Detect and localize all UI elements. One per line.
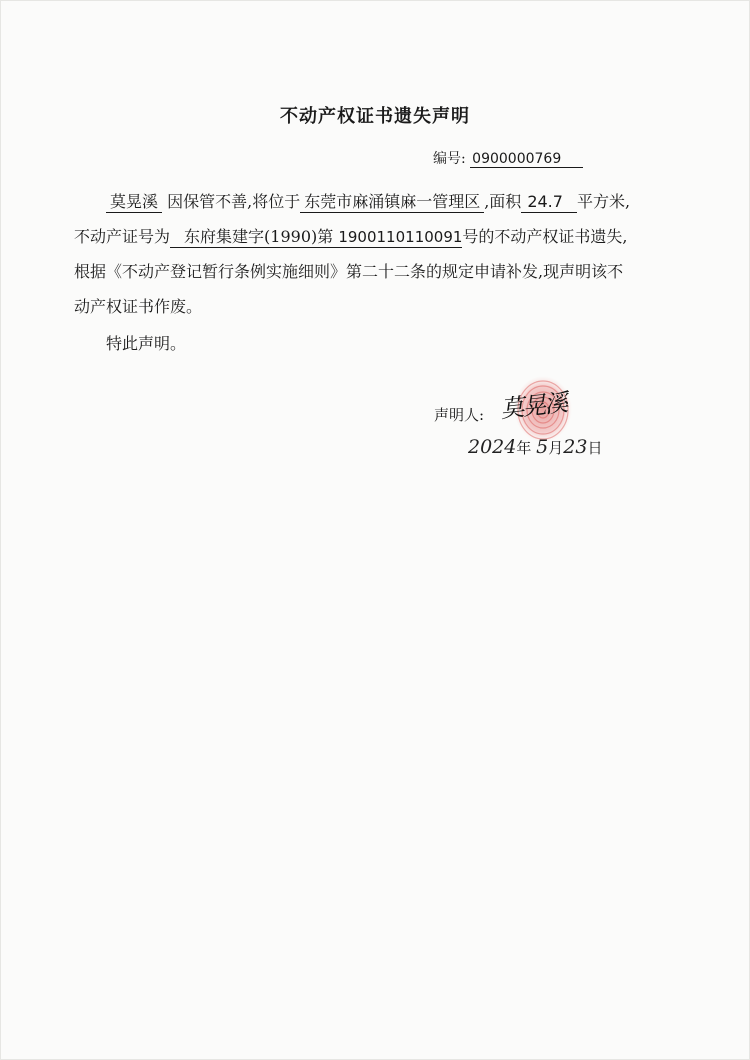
date-month-unit: 月 — [548, 439, 564, 457]
date-year: 2024 — [468, 436, 517, 458]
certificate-year: (1990) — [264, 227, 318, 246]
document-title: 不动产权证书遗失声明 — [280, 106, 470, 127]
closing-text: 特此声明。 — [106, 334, 187, 353]
handwritten-signature: 莫晃溪 — [498, 388, 568, 424]
statement-text: 平方米, — [576, 192, 631, 211]
date-day: 23 — [563, 436, 588, 458]
statement-text: 因保管不善,将位于 — [167, 192, 301, 211]
date-year-unit: 年 — [516, 439, 532, 457]
statement-text: 动产权证书作废。 — [74, 297, 203, 316]
closing-line — [74, 326, 694, 361]
certificate-number — [170, 227, 462, 248]
document-number-label: 编号: — [433, 151, 466, 167]
declarant-label: 声明人: — [434, 406, 485, 424]
statement-line-2 — [74, 219, 694, 254]
certificate-prefix: 东府集建字 — [184, 227, 265, 246]
owner-name: 莫晃溪 — [106, 192, 162, 213]
declarant-line — [434, 404, 484, 425]
statement-text: ,面积 — [484, 192, 522, 211]
statement-line-4 — [74, 289, 694, 324]
property-address: 东莞市麻涌镇麻一管理区 — [300, 192, 484, 213]
statement-text: 不动产证号为 — [74, 227, 171, 246]
statement-text: 根据《不动产登记暂行条例实施细则》第二十二条的规定申请补发,现声明该不 — [74, 262, 624, 281]
property-area: 24.7 — [521, 192, 577, 213]
statement-body — [74, 184, 694, 361]
document-number-value: 0900000769 — [470, 151, 583, 168]
document-number — [433, 148, 583, 168]
statement-line-3 — [74, 254, 694, 289]
statement-line-1 — [74, 184, 694, 219]
signature-date — [468, 436, 602, 458]
statement-text: 号的不动产权证书遗失, — [462, 227, 628, 246]
date-month: 5 — [536, 436, 549, 458]
certificate-mid: 第 — [317, 227, 334, 246]
certificate-serial: 1900110110091 — [338, 228, 463, 246]
date-day-unit: 日 — [587, 439, 603, 457]
